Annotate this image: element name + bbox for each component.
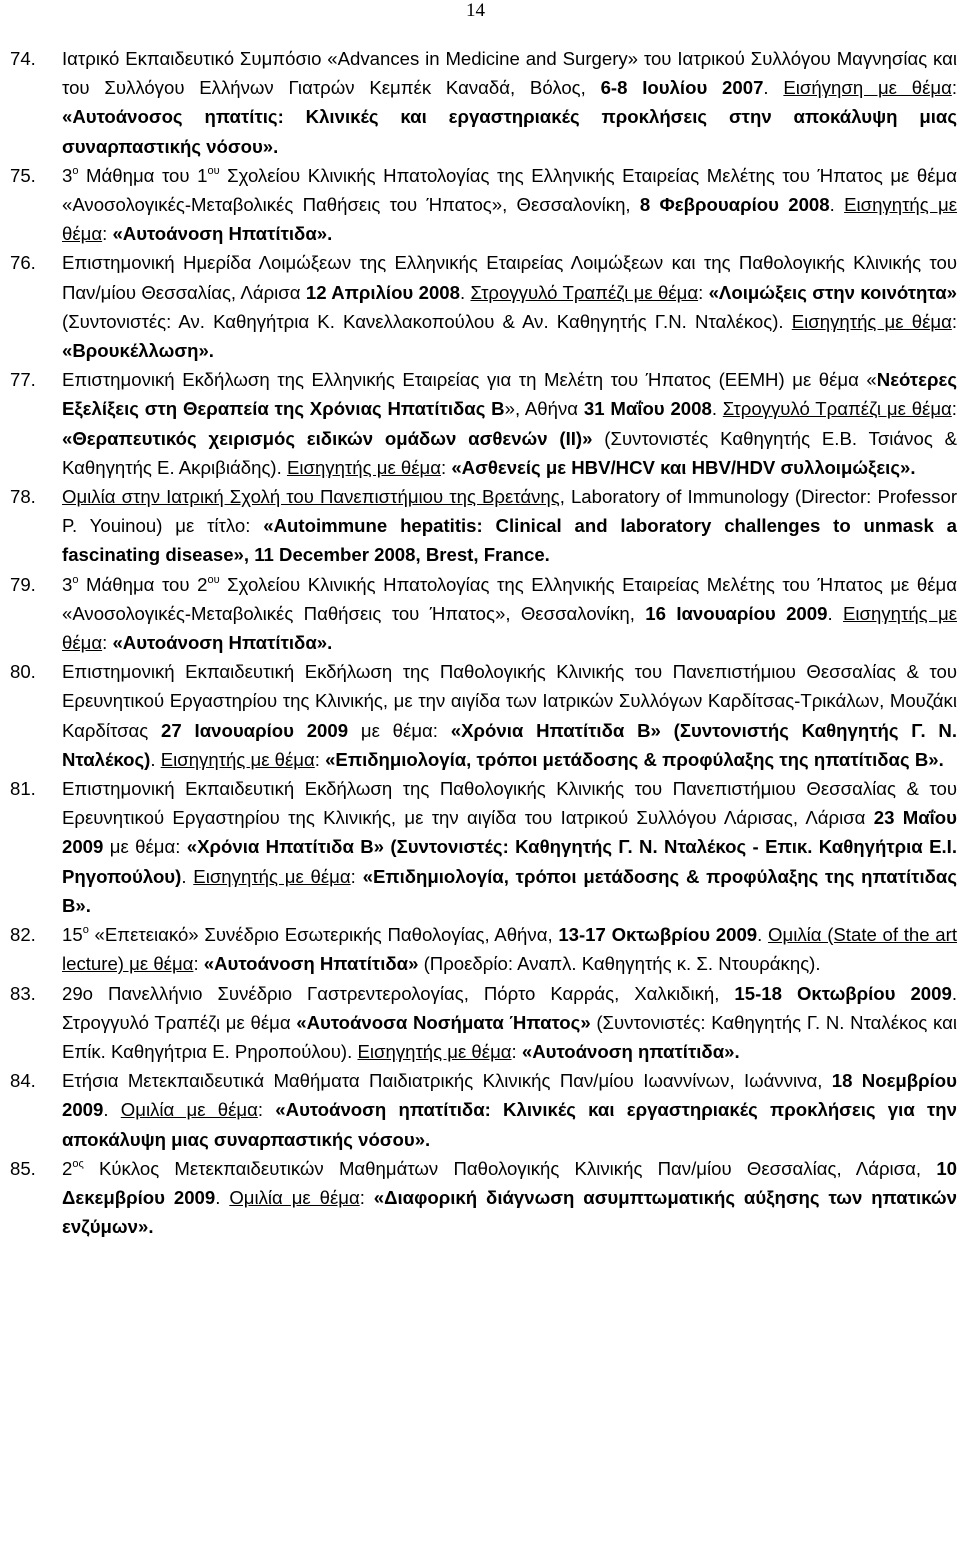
bold-text: «Χρόνια Ηπατίτιδα Β» (Συντονιστές: Καθηγητής Γ. Ν. Νταλέκος - Επικ. Καθηγήτρια Ε.Ι. Ρηγοπούλου): [62, 836, 957, 887]
text-segment: (Συντονιστές Καθηγητής Ε.Β. Τσιάνος & Καθηγητής Ε. Ακριβιάδης).: [62, 427, 957, 478]
underlined-text: Εισηγητής με θέμα: [62, 602, 958, 654]
bold-text: 31 Μαΐου 2008: [583, 398, 712, 420]
text-segment: :: [314, 748, 326, 770]
item-text: [62, 161, 957, 249]
text-segment: «Επετειακό» Συνέδριο Εσωτερικής Παθολογίας, Αθήνα,: [88, 924, 559, 946]
item-text: [62, 657, 957, 774]
text-segment: .: [757, 924, 769, 946]
superscript: ο: [72, 573, 79, 586]
item-number: 78.: [10, 486, 36, 508]
list-item: [0, 920, 960, 978]
item-text: [62, 248, 957, 365]
bold-text: «Αυτοάνοσος ηπατίτις: Κλινικές και εργαστηριακές προκλήσεις στην αποκάλυψη μιας συναρπαστικής νόσου».: [62, 106, 957, 157]
bold-text: «Διαφορική διάγνωση ασυμπτωματικής αύξησης των ηπατικών ενζύμων».: [62, 1186, 957, 1238]
bold-text: 13-17 Οκτωβρίου 2009: [558, 924, 758, 946]
text-segment: Ετήσια Μετεκπαιδευτικά Μαθήματα Παιδιατρικής Κλινικής Παν/μίου Ιωαννίνων, Ιωάννινα,: [62, 1070, 832, 1092]
list-item: [0, 161, 960, 249]
reference-list: [0, 44, 960, 1241]
list-item: [0, 570, 960, 658]
item-text: [62, 570, 957, 658]
text-segment: :: [350, 865, 363, 887]
text-segment: :: [951, 310, 957, 332]
bold-text: «Αυτοάνοση Ηπατίτιδα»: [203, 953, 419, 975]
bold-text: «Λοιμώξεις στην κοινότητα»: [708, 281, 957, 303]
text-segment: :: [441, 456, 452, 478]
text-segment: :: [359, 1186, 374, 1208]
underlined-text: Ομιλία με θέμα: [229, 1186, 360, 1208]
text-segment: Μάθημα του 2: [78, 573, 208, 595]
superscript: ου: [207, 164, 220, 177]
list-item: [0, 1066, 960, 1154]
bold-text: 15-18 Οκτωβρίου 2009: [734, 982, 952, 1004]
item-number: 84.: [10, 1070, 36, 1092]
item-number: 81.: [10, 778, 36, 800]
underlined-text: Εισηγητής με θέμα: [791, 310, 952, 332]
text-segment: .: [711, 398, 723, 420]
bold-text: «Αυτοάνοση Ηπατίτιδα».: [112, 223, 333, 245]
text-segment: Ιατρικό Εκπαιδευτικό Συμπόσιο «Advances in Medicine and Surgery» του Ιατρικού Συλλόγου Μαγνησίας και του Συλλόγου Ελλήνων Γιατρών Κεμπέκ Καναδά, Βόλος,: [62, 48, 957, 99]
text-segment: Σχολείου Κλινικής Ηπατολογίας της Ελληνικής Εταιρείας Μελέτης του Ήπατος με θέμα «Ανοσολογικές-Μεταβολικές Παθήσεις του Ήπατος», Θεσσαλονίκη,: [62, 164, 957, 216]
bold-text: 27 Ιανουαρίου 2009: [161, 719, 349, 741]
text-segment: :: [698, 281, 709, 303]
item-number: 82.: [10, 924, 36, 946]
superscript: ος: [72, 1157, 84, 1170]
bold-text: 16 Ιανουαρίου 2009: [645, 602, 828, 624]
text-segment: 3: [62, 573, 73, 595]
list-item: [0, 979, 960, 1067]
text-segment: Μάθημα του 1: [78, 164, 208, 186]
item-number: 80.: [10, 661, 36, 683]
item-text: [62, 979, 957, 1067]
text-segment: με θέμα:: [103, 836, 187, 858]
text-segment: :: [257, 1099, 276, 1121]
bold-text: «Autoimmune hepatitis: Clinical and laboratory challenges to unmask a fascinating disease», 11 December 2008, Brest, France.: [62, 515, 957, 566]
underlined-text: Στρογγυλό Τραπέζι με θέμα: [470, 281, 699, 303]
bold-text: «Ασθενείς με HBV/HCV και HBV/HDV συλλοιμώξεις».: [451, 456, 916, 478]
text-segment: 2: [62, 1157, 73, 1179]
text-segment: Επιστημονική Εκπαιδευτική Εκδήλωση της Παθολογικής Κλινικής του Πανεπιστήμιου Θεσσαλίας & του Ερευνητικού Εργαστηρίου της Κλινικής, με την αιγίδα των Ιατρικών Συλλόγων Καρδίτσας-Τρικάλων, Μουζάκι Καρδίτσας: [62, 661, 957, 741]
text-segment: .: [103, 1099, 121, 1121]
item-text: [62, 482, 957, 570]
item-text: [62, 774, 957, 920]
text-segment: (Συντονιστές: Καθηγητής Γ. Ν. Νταλέκος και Επίκ. Καθηγήτρια Ε. Ρηροπούλου).: [62, 1011, 957, 1062]
item-text: [62, 920, 957, 978]
item-text: [62, 1154, 957, 1242]
bold-text: «Αυτοάνοση ηπατίτιδα: Κλινικές και εργαστηριακές προκλήσεις για την αποκάλυψη μιας συναρπαστικής νόσου».: [62, 1099, 957, 1150]
text-segment: Επιστημονική Εκπαιδευτική Εκδήλωση της Παθολογικής Κλινικής του Πανεπιστήμιου Θεσσαλίας & του Ερευνητικού Εργαστηρίου της Κλινικής, με την αιγίδα του Ιατρικού Συλλόγου Λάρισας, Λάρισα: [62, 778, 957, 829]
item-number: 75.: [10, 164, 36, 186]
text-segment: Κύκλος Μετεκπαιδευτικών Μαθημάτων Παθολογικής Κλινικής Παν/μίου Θεσσαλίας, Λάρισα,: [83, 1157, 937, 1179]
text-segment: .: [763, 77, 784, 99]
superscript: ου: [207, 573, 220, 586]
bold-text: «Αυτοάνοση Ηπατίτιδα».: [112, 632, 333, 654]
item-number: 79.: [10, 573, 36, 595]
underlined-text: Εισηγητής με θέμα: [357, 1040, 512, 1062]
superscript: ο: [72, 164, 79, 177]
bold-text: 12 Απριλίου 2008: [305, 281, 460, 303]
bold-text: «Επιδημιολογία, τρόποι μετάδοσης & προφύλαξης της ηπατίτιδας Β».: [62, 865, 957, 916]
item-text: [62, 44, 957, 161]
list-item: [0, 365, 960, 482]
text-segment: .: [181, 865, 194, 887]
text-segment: .: [827, 602, 843, 624]
list-item: [0, 657, 960, 774]
text-segment: Σχολείου Κλινικής Ηπατολογίας της Ελληνικής Εταιρείας Μελέτης του Ήπατος με θέμα «Ανοσολογικές-Μεταβολικές Παθήσεις του Ήπατος», Θεσσαλονίκη,: [62, 573, 957, 624]
underlined-text: Στρογγυλό Τραπέζι με θέμα: [722, 398, 952, 420]
underlined-text: Ομιλία με θέμα: [120, 1099, 258, 1121]
bold-text: Νεότερες Εξελίξεις στη Θεραπεία της Χρόνιας Ηπατίτιδας Β: [62, 369, 957, 420]
underlined-text: Εισηγητής με θέμα: [193, 865, 351, 887]
text-segment: :: [951, 398, 957, 420]
list-item: [0, 44, 960, 161]
text-segment: 29ο Πανελλήνιο Συνέδριο Γαστρεντερολογίας, Πόρτο Καρράς, Χαλκιδική,: [62, 982, 735, 1004]
bold-text: 18 Νοεμβρίου 2009: [62, 1070, 957, 1121]
text-segment: . Στρογγυλό Τραπέζι με θέμα: [62, 982, 957, 1033]
item-text: [62, 1066, 957, 1154]
bold-text: 23 Μαΐου 2009: [62, 807, 957, 858]
text-segment: :: [102, 632, 113, 654]
text-segment: .: [829, 194, 845, 216]
item-number: 77.: [10, 369, 36, 391]
text-segment: :: [951, 77, 957, 99]
underlined-text: Ομιλία στην Ιατρική Σχολή του Πανεπιστήμιου της Βρετάνης: [62, 486, 560, 508]
text-segment: (Προεδρίο: Αναπλ. Καθηγητής κ. Σ. Ντουράκης).: [418, 953, 821, 975]
text-segment: 15: [62, 924, 83, 946]
list-item: [0, 248, 960, 365]
bold-text: «Αυτοάνοση ηπατίτιδα».: [521, 1040, 740, 1062]
item-text: [62, 365, 957, 482]
list-item: [0, 482, 960, 570]
underlined-text: Εισήγηση με θέμα: [783, 77, 952, 99]
text-segment: », Αθήνα: [504, 398, 584, 420]
text-segment: με θέμα:: [348, 719, 451, 741]
text-segment: :: [102, 223, 113, 245]
item-number: 76.: [10, 252, 36, 274]
item-number: 85.: [10, 1157, 36, 1179]
underlined-text: Εισηγητής με θέμα: [62, 194, 958, 245]
superscript: ο: [82, 924, 89, 937]
item-number: 74.: [10, 48, 36, 69]
bold-text: «Χρόνια Ηπατίτιδα Β» (Συντονιστής Καθηγητής Γ. Ν. Νταλέκος): [62, 719, 957, 770]
list-item: [0, 1154, 960, 1242]
text-segment: Επιστημονική Εκδήλωση της Ελληνικής Εταιρείας για τη Μελέτη του Ήπατος (ΕΕΜΗ) με θέμα «: [62, 369, 877, 391]
bold-text: «Επιδημιολογία, τρόποι μετάδοσης & προφύλαξης της ηπατίτιδας Β».: [325, 748, 944, 770]
underlined-text: Εισηγητής με θέμα: [160, 748, 315, 770]
bold-text: 10 Δεκεμβρίου 2009: [62, 1157, 957, 1208]
bold-text: «Αυτοάνοσα Νοσήματα Ήπατος»: [296, 1011, 591, 1033]
underlined-text: Ομιλία (State of the art lecture) με θέμα: [62, 924, 957, 975]
list-item: [0, 774, 960, 920]
text-segment: (Συντονιστές: Αν. Καθηγήτρια Κ. Κανελλακοπούλου & Αν. Καθηγητής Γ.Ν. Νταλέκος).: [62, 310, 792, 332]
bold-text: 6-8 Ιουλίου 2007: [600, 77, 764, 99]
bold-text: 8 Φεβρουαρίου 2008: [639, 194, 830, 216]
text-segment: :: [511, 1040, 522, 1062]
text-segment: , Laboratory of Immunology (Director: Professor P. Youinou) με τίτλο:: [62, 486, 958, 537]
text-segment: :: [193, 953, 204, 975]
bold-text: «Θεραπευτικός χειρισμός ειδικών ομάδων ασθενών (ΙΙ)»: [62, 427, 593, 449]
text-segment: Επιστημονική Ημερίδα Λοιμώξεων της Ελληνικής Εταιρείας Λοιμώξεων και της Παθολογικής Κλινικής του Παν/μίου Θεσσαλίας, Λάρισα: [62, 252, 957, 303]
text-segment: .: [215, 1186, 230, 1208]
underlined-text: Εισηγητής με θέμα: [286, 456, 441, 478]
page-number: 14: [466, 0, 485, 21]
text-segment: .: [150, 748, 161, 770]
bold-text: «Βρουκέλλωση».: [62, 340, 214, 362]
text-segment: .: [459, 281, 471, 303]
item-number: 83.: [10, 982, 36, 1004]
text-segment: 3: [62, 164, 73, 186]
